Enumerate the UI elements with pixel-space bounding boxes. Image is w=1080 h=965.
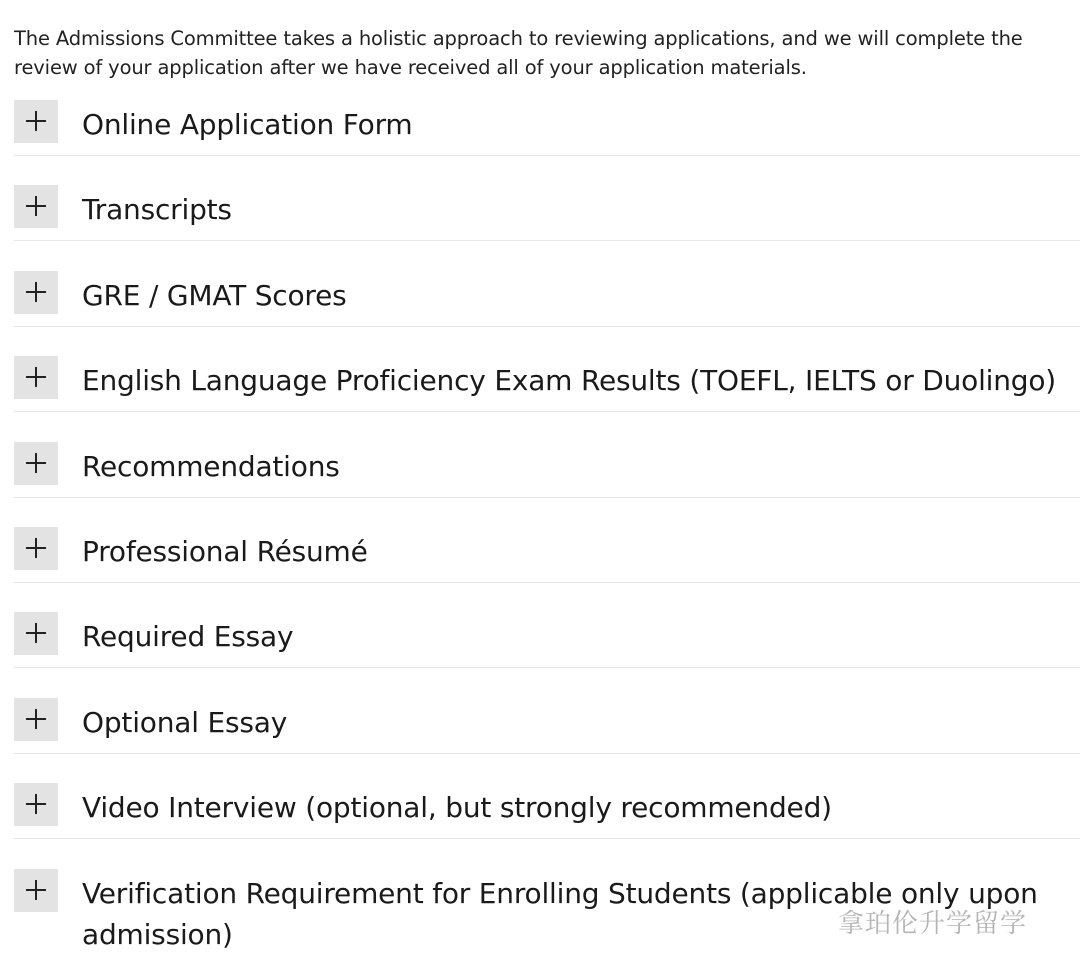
- accordion-item-required-essay[interactable]: [14, 612, 1080, 697]
- divider: [14, 838, 1080, 839]
- accordion-item-label[interactable]: Optional Essay: [82, 705, 288, 739]
- expand-button[interactable]: [14, 271, 58, 314]
- expand-button[interactable]: [14, 612, 58, 655]
- accordion-item-label[interactable]: Video Interview (optional, but strongly recommended): [82, 791, 832, 825]
- plus-icon: [26, 709, 46, 729]
- expand-button[interactable]: [14, 185, 58, 228]
- accordion-item-video-interview[interactable]: [14, 783, 1080, 868]
- expand-button[interactable]: [14, 100, 58, 143]
- accordion-item-optional-essay[interactable]: [14, 698, 1080, 783]
- divider: [14, 411, 1080, 412]
- accordion-item-label[interactable]: Required Essay: [82, 620, 294, 654]
- accordion-item-recommendations[interactable]: [14, 442, 1080, 527]
- divider: [14, 240, 1080, 241]
- accordion-item-english-proficiency[interactable]: [14, 356, 1080, 441]
- plus-icon: [26, 367, 46, 387]
- accordion-item-professional-resume[interactable]: [14, 527, 1080, 612]
- accordion-item-online-application-form[interactable]: [14, 100, 1080, 185]
- accordion-item-label[interactable]: Professional Résumé: [82, 534, 368, 568]
- divider: [14, 753, 1080, 754]
- accordion-item-label[interactable]: GRE / GMAT Scores: [82, 278, 347, 312]
- accordion-item-label[interactable]: English Language Proficiency Exam Results (TOEFL, IELTS or Duolingo): [82, 364, 1057, 398]
- accordion-item-label[interactable]: Online Application Form: [82, 108, 413, 141]
- plus-icon: [26, 623, 46, 643]
- intro-paragraph: The Admissions Committee takes a holistic approach to reviewing applications, and we will complete the review of your application after we have received all of your application materials.: [14, 26, 1023, 79]
- expand-button[interactable]: [14, 356, 58, 399]
- accordion-item-transcripts[interactable]: [14, 185, 1080, 270]
- divider: [14, 667, 1080, 668]
- plus-icon: [26, 538, 46, 558]
- divider: [14, 326, 1080, 327]
- expand-button[interactable]: [14, 698, 58, 741]
- accordion-item-label[interactable]: Recommendations: [82, 449, 340, 483]
- expand-button[interactable]: [14, 442, 58, 485]
- accordion-item-label[interactable]: Verification Requirement for Enrolling Students (applicable only upon admission): [82, 876, 1038, 951]
- divider: [14, 155, 1080, 156]
- divider: [14, 497, 1080, 498]
- plus-icon: [26, 880, 46, 900]
- expand-button[interactable]: [14, 783, 58, 826]
- plus-icon: [26, 794, 46, 814]
- expand-button[interactable]: [14, 869, 58, 912]
- plus-icon: [26, 111, 46, 131]
- watermark: 拿珀伦升学留学: [838, 909, 1028, 939]
- plus-icon: [26, 282, 46, 302]
- accordion-item-label[interactable]: Transcripts: [82, 193, 232, 227]
- application-materials-accordion: [14, 100, 1080, 954]
- plus-icon: [26, 196, 46, 216]
- expand-button[interactable]: [14, 527, 58, 570]
- accordion-item-gre-gmat-scores[interactable]: [14, 271, 1080, 356]
- plus-icon: [26, 453, 46, 473]
- divider: [14, 582, 1080, 583]
